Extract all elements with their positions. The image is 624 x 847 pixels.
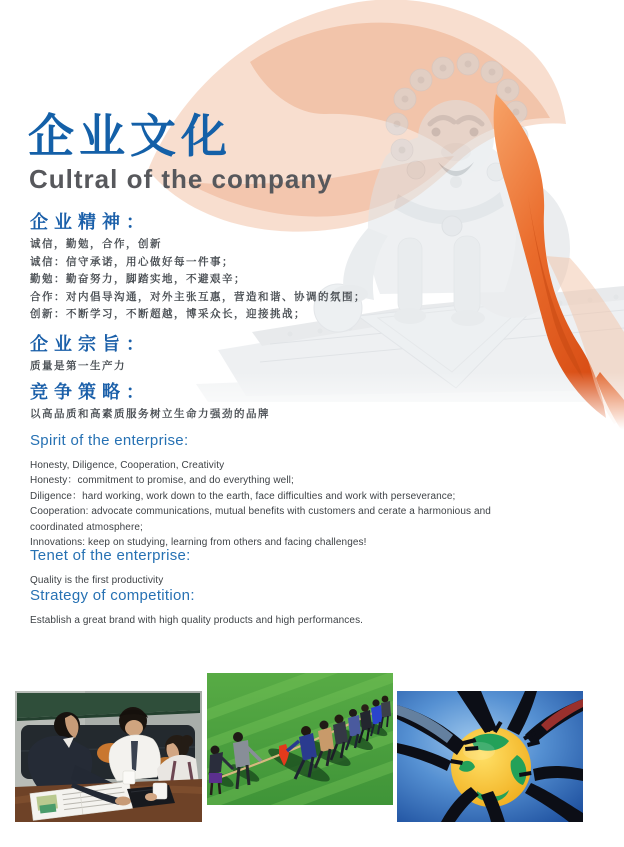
page-title-english: Cultral of the company — [29, 164, 333, 194]
tug-of-war-photo — [207, 673, 393, 805]
body-line: Honesty：commitment to promise, and do everything well; — [30, 475, 294, 487]
section-competition-strategy-en — [30, 586, 492, 628]
body-line: Quality is the first productivity — [30, 575, 164, 586]
section-heading: 企业精神： — [30, 212, 150, 233]
section-heading: 竞争策略： — [30, 382, 150, 403]
section-enterprise-tenet-cn — [30, 334, 150, 376]
section-competition-strategy-cn — [30, 382, 270, 424]
body-line: 以高品质和高素质服务树立生命力强劲的品牌 — [30, 408, 270, 420]
hands-on-globe-photo — [397, 691, 583, 822]
body-line: 诚信：信守承诺，用心做好每一件事； — [30, 255, 234, 268]
section-heading: Strategy of competition: — [30, 587, 195, 604]
body-line: Innovations: keep on studying, learning from others and facing challenges! — [30, 537, 367, 549]
body-line: Honesty, Diligence, Cooperation, Creativity — [30, 460, 225, 471]
body-line: Cooperation: advocate communications, mutual benefits with customers and cerate a harmonious and coordinated atmosphere; — [30, 506, 491, 533]
section-enterprise-spirit-en — [30, 431, 492, 550]
section-heading: 企业宗旨： — [30, 334, 150, 355]
body-line: Establish a great brand with high quality products and high performances. — [30, 615, 364, 626]
body-line: 合作：对内倡导沟通，对外主张互惠，营造和谐、协调的氛围； — [30, 290, 366, 303]
body-line: 诚信，勤勉，合作，创新 — [30, 238, 162, 250]
page-title-chinese: 企业文化 — [28, 109, 232, 163]
body-line: Diligence：hard working, work down to the earth, face difficulties and work with perseverance; — [30, 490, 456, 502]
body-line: 创新：不断学习，不断超越，博采众长，迎接挑战； — [30, 308, 306, 320]
section-enterprise-tenet-en — [30, 546, 492, 588]
body-line: 勤勉：勤奋努力，脚踏实地，不避艰辛； — [30, 273, 246, 285]
section-enterprise-spirit-cn — [30, 212, 366, 324]
business-meeting-photo — [15, 691, 202, 822]
section-heading: Tenet of the enterprise: — [30, 547, 191, 564]
section-heading: Spirit of the enterprise: — [30, 432, 189, 449]
body-line: 质量是第一生产力 — [30, 360, 126, 372]
